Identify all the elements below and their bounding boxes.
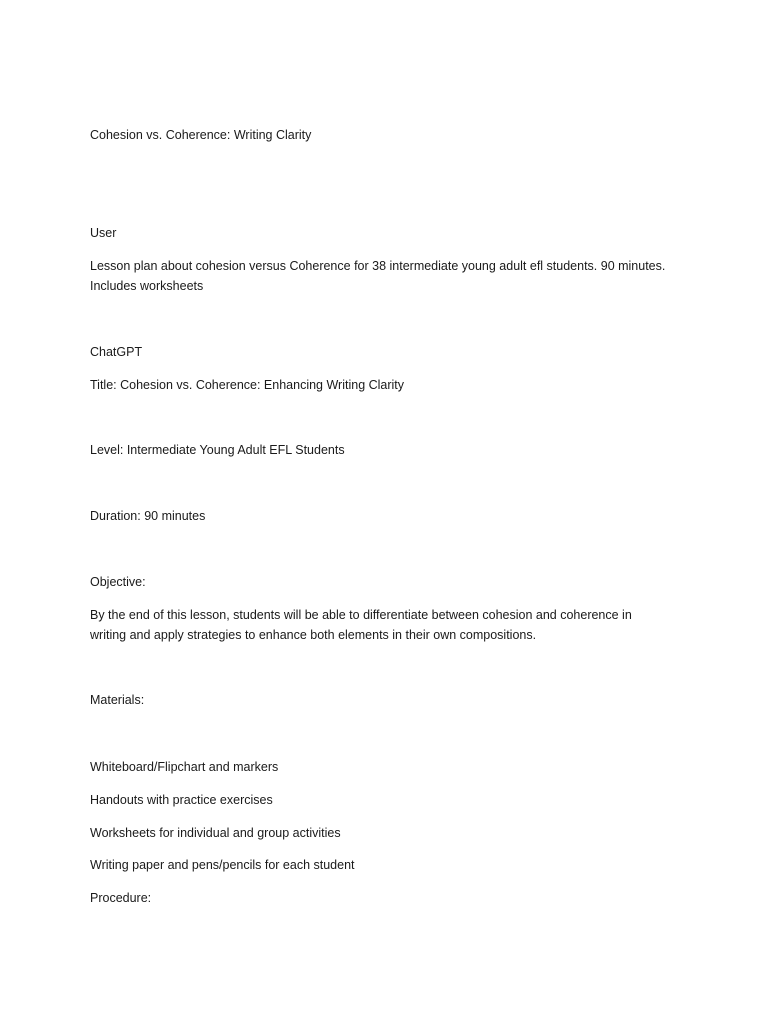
objective-text-line-1: By the end of this lesson, students will be able to differentiate between cohesion and coherence in [90, 608, 632, 622]
document-title: Cohesion vs. Coherence: Writing Clarity [90, 128, 312, 142]
materials-item: Worksheets for individual and group activities [90, 826, 341, 840]
user-prompt-line-1: Lesson plan about cohesion versus Coherence for 38 intermediate young adult efl students. 90 minutes. [90, 259, 666, 273]
materials-item: Handouts with practice exercises [90, 793, 273, 807]
assistant-label: ChatGPT [90, 345, 143, 359]
materials-item: Whiteboard/Flipchart and markers [90, 760, 279, 774]
user-prompt [90, 256, 690, 296]
materials-heading: Materials: [90, 693, 145, 707]
lesson-level: Level: Intermediate Young Adult EFL Students [90, 443, 345, 457]
user-label: User [90, 226, 117, 240]
objective-text-line-2: writing and apply strategies to enhance both elements in their own compositions. [90, 628, 537, 642]
user-prompt-line-2: Includes worksheets [90, 279, 204, 293]
lesson-duration: Duration: 90 minutes [90, 509, 206, 523]
lesson-title: Title: Cohesion vs. Coherence: Enhancing Writing Clarity [90, 378, 405, 392]
materials-item: Writing paper and pens/pencils for each student [90, 858, 355, 872]
objective-text [90, 605, 690, 645]
procedure-heading: Procedure: [90, 891, 152, 905]
objective-heading: Objective: [90, 575, 146, 589]
